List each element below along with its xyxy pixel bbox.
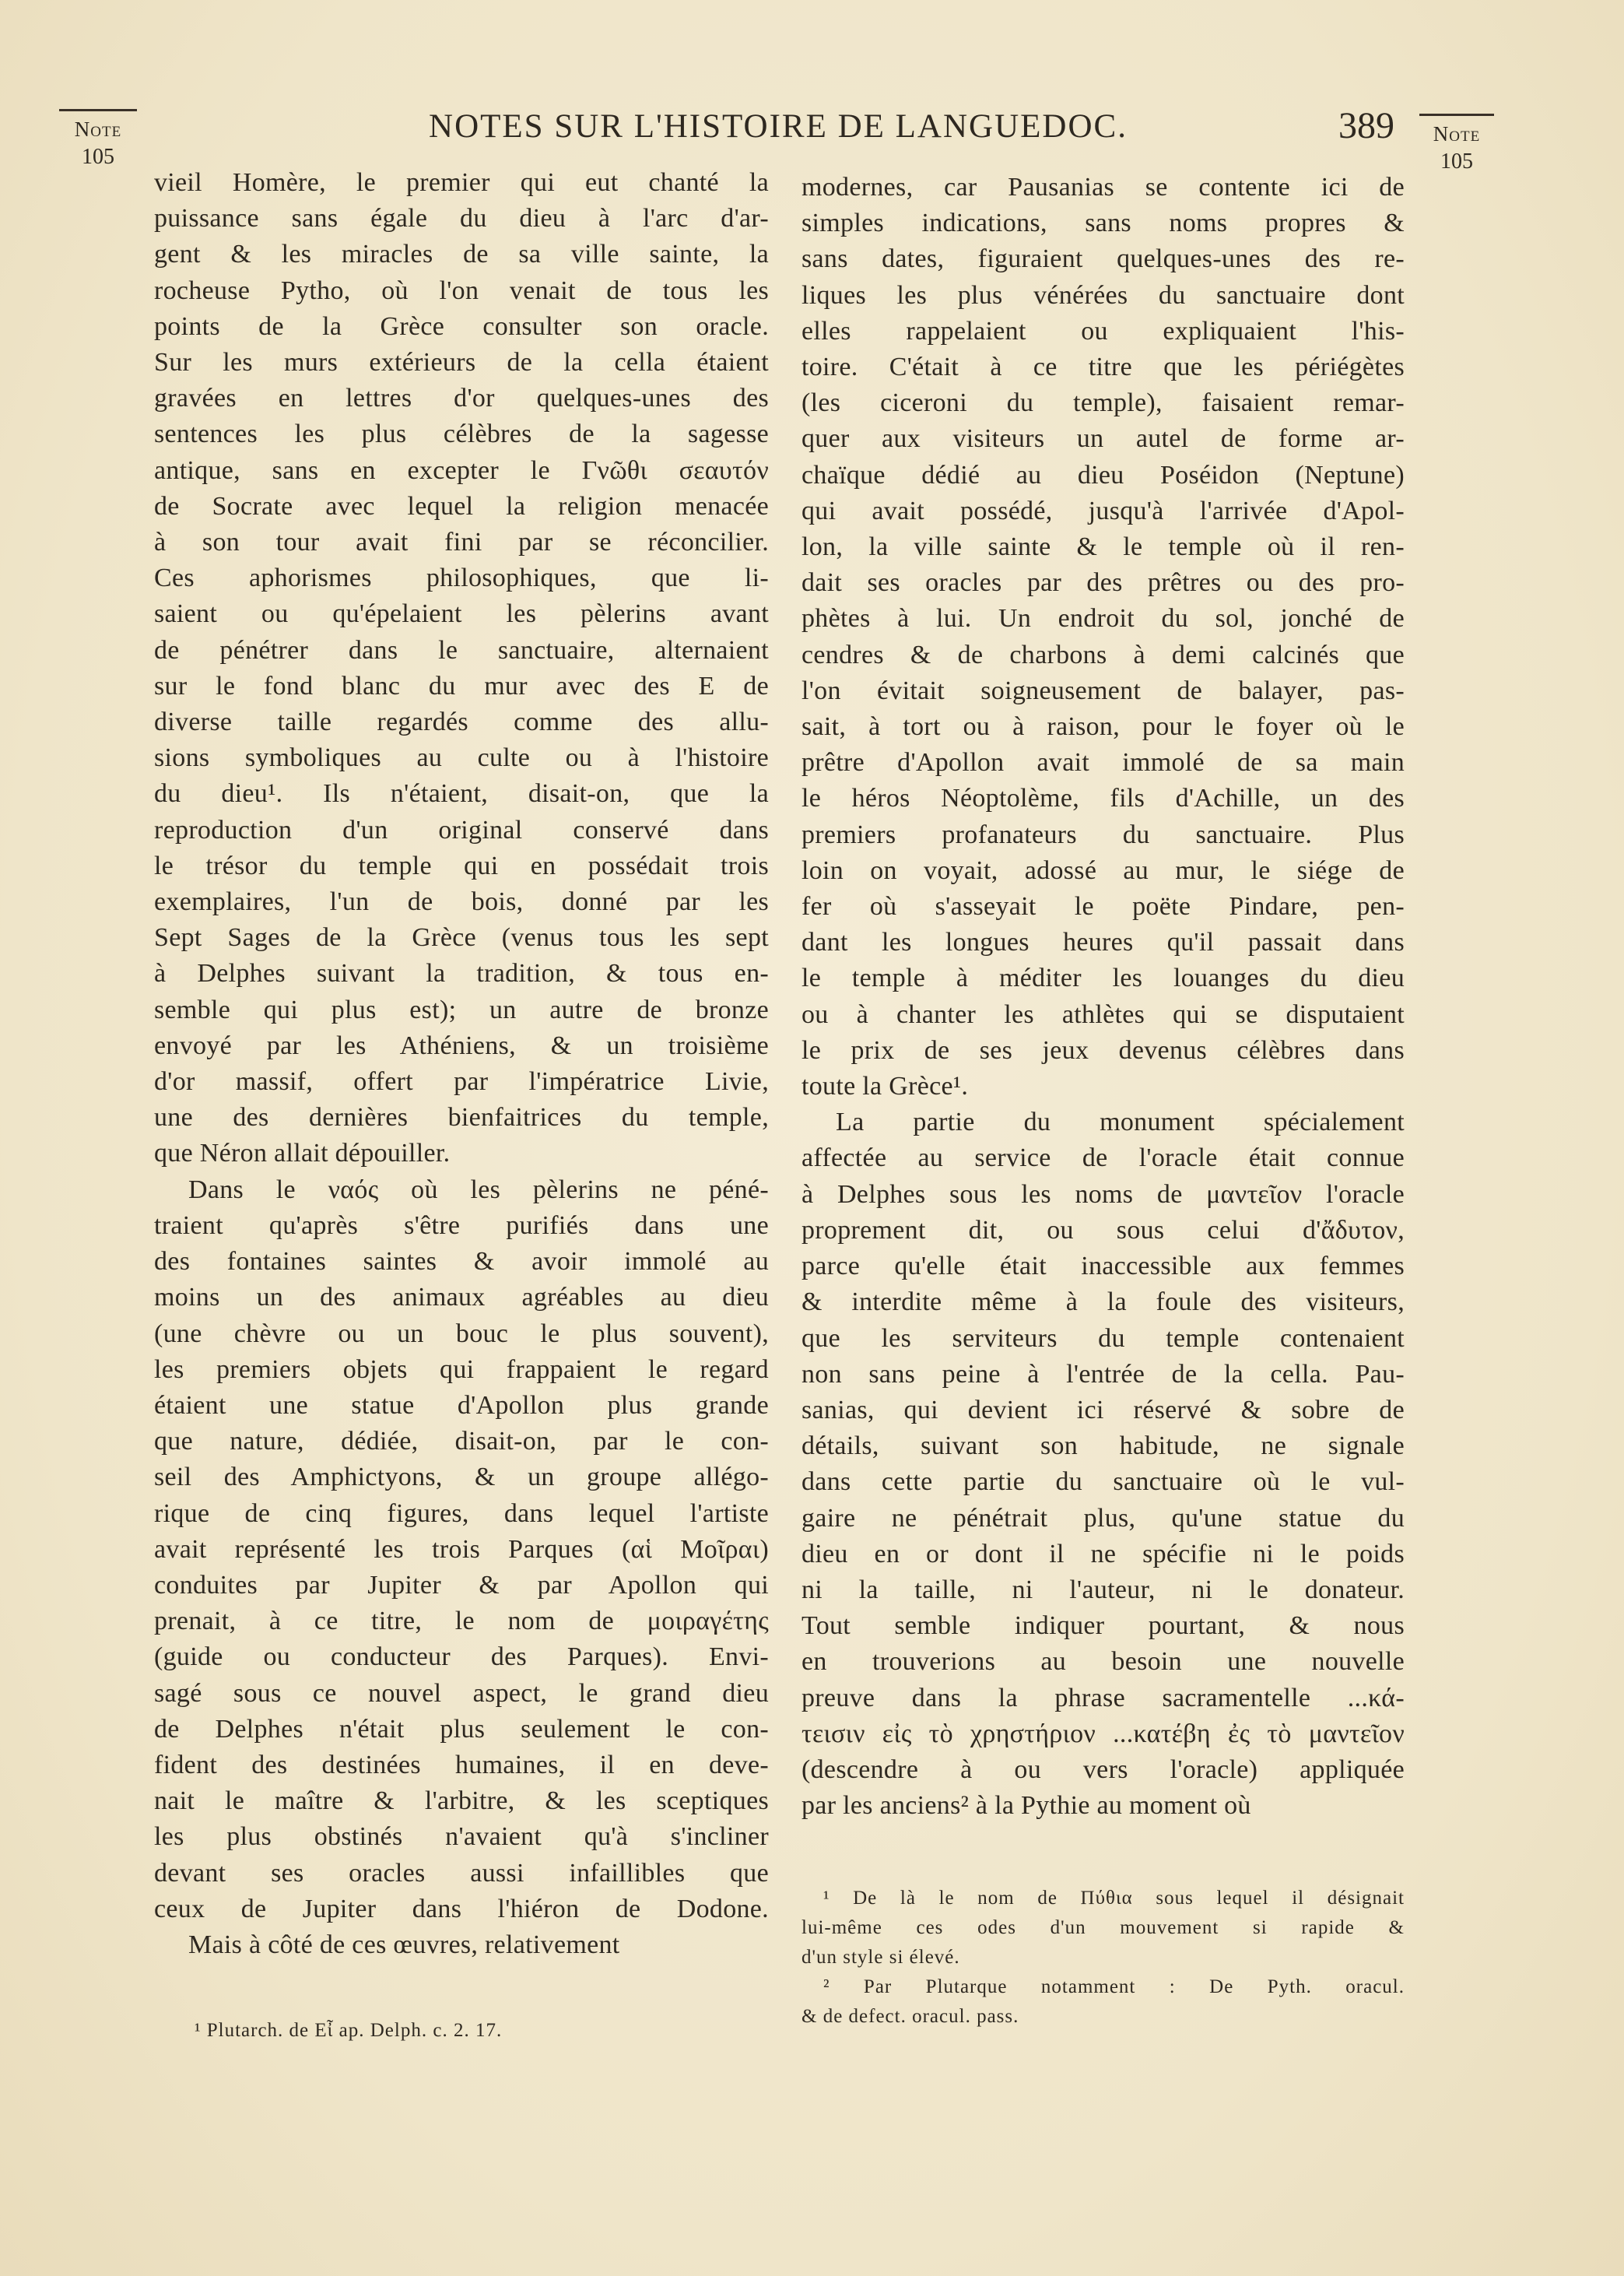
footnote-right-1-line2: lui-même ces odes d'un mouvement si rapide &: [801, 1917, 1405, 1938]
text-line: que les serviteurs du temple contenaient: [801, 1323, 1405, 1353]
footnote-right-2-line1: ² Par Plutarque notamment : De Pyth. oracul.: [823, 1976, 1405, 1997]
text-line: fident des destinées humaines, il en deve-: [154, 1750, 769, 1779]
text-line: Tout semble indiquer pourtant, & nous: [801, 1611, 1405, 1641]
text-line: Dans le ναός où les pèlerins ne péné-: [188, 1175, 769, 1204]
margin-note-left: [59, 109, 137, 170]
text-line: saient ou qu'épelaient les pèlerins avant: [154, 599, 769, 629]
text-line: des fontaines saintes & avoir immolé au: [154, 1247, 769, 1277]
text-line: les plus obstinés n'avaient qu'à s'incliner: [154, 1822, 769, 1852]
text-line: une des dernières bienfaitrices du temple,: [154, 1103, 769, 1133]
text-line: vieil Homère, le premier qui eut chanté la: [154, 168, 769, 197]
text-line: parce qu'elle était inaccessible aux femmes: [801, 1252, 1405, 1281]
text-line: gravées en lettres d'or quelques-unes des: [154, 384, 769, 413]
text-line: qui avait possédé, jusqu'à l'arrivée d'Apol-: [801, 496, 1405, 525]
margin-rule-left: [59, 109, 137, 111]
text-line: (une chèvre ou un bouc le plus souvent),: [154, 1319, 769, 1348]
text-line: (les ciceroni du temple), faisaient remar-: [801, 388, 1405, 418]
text-line: elles rappelaient ou expliquaient l'his-: [801, 316, 1405, 346]
text-line: à Delphes sous les noms de μαντεῖον l'oracle: [801, 1179, 1405, 1209]
text-line: τεισιν εἰς τὸ χρηστήριον ...κατέβη ἐς τὸ μαντεῖον: [801, 1719, 1405, 1748]
text-line: sions symboliques au culte ou à l'histoire: [154, 743, 769, 773]
text-line: antique, sans en excepter le Γνῶθι σεαυτόν: [154, 455, 769, 485]
text-line: nait le maître & l'arbitre, & les sceptiques: [154, 1786, 769, 1816]
text-line: prêtre d'Apollon avait immolé de sa main: [801, 748, 1405, 778]
text-line: simples indications, sans noms propres &: [801, 209, 1405, 238]
text-line: envoyé par les Athéniens, & un troisième: [154, 1031, 769, 1060]
text-line: preuve dans la phrase sacramentelle ...κά-: [801, 1683, 1405, 1712]
footnote-right-2-line2: & de defect. oracul. pass.: [801, 2006, 1019, 2027]
text-line: rique de cinq figures, dans lequel l'artiste: [154, 1498, 769, 1528]
text-line: ceux de Jupiter dans l'hiéron de Dodone.: [154, 1894, 769, 1923]
text-line: à son tour avait fini par se réconcilier.: [154, 528, 769, 557]
footnote-left-1: ¹ Plutarch. de Εἶ ap. Delph. c. 2. 17.: [195, 2020, 503, 2041]
text-line: toire. C'était à ce titre que les périégètes: [801, 353, 1405, 382]
margin-note-right-number: 105: [1440, 149, 1473, 174]
text-line: gent & les miracles de sa ville sainte, la: [154, 240, 769, 269]
text-line: seil des Amphictyons, & un groupe allégo-: [154, 1463, 769, 1492]
right-text-column: [801, 170, 1405, 1824]
text-line: que Néron allait dépouiller.: [154, 1139, 451, 1168]
text-line: fer où s'asseyait le poëte Pindare, pen-: [801, 892, 1405, 922]
text-line: points de la Grèce consulter son oracle.: [154, 311, 769, 341]
footnote-right-1-line3: d'un style si élevé.: [801, 1947, 960, 1968]
text-line: l'on évitait soigneusement de balayer, pas-: [801, 676, 1405, 705]
text-line: le temple à méditer les louanges du dieu: [801, 964, 1405, 993]
page-number: 389: [1338, 105, 1394, 146]
text-line: dait ses oracles par des prêtres ou des pro-: [801, 568, 1405, 598]
text-line: rocheuse Pytho, où l'on venait de tous les: [154, 276, 769, 305]
text-line: premiers profanateurs du sanctuaire. Plus: [801, 820, 1405, 849]
text-line: le héros Néoptolème, fils d'Achille, un des: [801, 784, 1405, 813]
footnotes-left: [195, 2016, 739, 2046]
margin-note-left-number: 105: [82, 145, 114, 169]
text-line: de Delphes n'était plus seulement le con-: [154, 1714, 769, 1744]
text-line: gaire ne pénétrait plus, qu'une statue du: [801, 1503, 1405, 1533]
text-line: détails, suivant son habitude, ne signale: [801, 1431, 1405, 1461]
text-line: dant les longues heures qu'il passait dans: [801, 928, 1405, 957]
text-line: les premiers objets qui frappaient le regard: [154, 1354, 769, 1384]
text-line: de Socrate avec lequel la religion menacée: [154, 491, 769, 521]
text-line: phètes à lui. Un endroit du sol, jonché de: [801, 604, 1405, 634]
text-line: ni la taille, ni l'auteur, ni le donateur.: [801, 1575, 1405, 1604]
text-line: toute la Grèce¹.: [801, 1072, 969, 1101]
text-line: par les anciens² à la Pythie au moment où: [801, 1791, 1251, 1821]
text-line: d'or massif, offert par l'impératrice Livie,: [154, 1067, 769, 1097]
text-line: exemplaires, l'un de bois, donné par les: [154, 887, 769, 917]
left-text-column: [154, 165, 769, 1963]
text-line: reproduction d'un original conservé dans: [154, 815, 769, 845]
text-line: Ces aphorismes philosophiques, que li-: [154, 564, 769, 593]
text-line: de pénétrer dans le sanctuaire, alternaient: [154, 635, 769, 665]
margin-note-left-label: Note: [74, 118, 122, 141]
text-line: sait, à tort ou à raison, pour le foyer où le: [801, 712, 1405, 742]
text-line: affectée au service de l'oracle était connue: [801, 1143, 1405, 1173]
text-line: conduites par Jupiter & par Apollon qui: [154, 1570, 769, 1600]
text-line: moins un des animaux agréables au dieu: [154, 1283, 769, 1312]
text-line: puissance sans égale du dieu à l'arc d'ar-: [154, 204, 769, 234]
text-line: (guide ou conducteur des Parques). Envi-: [154, 1642, 769, 1672]
text-line: loin on voyait, adossé au mur, le siége de: [801, 855, 1405, 885]
text-line: sentences les plus célèbres de la sagesse: [154, 420, 769, 449]
text-line: quer aux visiteurs un autel de forme ar-: [801, 424, 1405, 454]
footnote-right-1-line1: ¹ De là le nom de Πύθια sous lequel il désignait: [823, 1888, 1405, 1909]
text-line: sagé sous ce nouvel aspect, le grand dieu: [154, 1678, 769, 1708]
text-line: cendres & de charbons à demi calcinés que: [801, 640, 1405, 669]
text-line: à Delphes suivant la tradition, & tous en-: [154, 959, 769, 989]
text-line: avait représenté les trois Parques (αἱ Μοῖραι): [154, 1534, 769, 1564]
margin-note-right: [1419, 114, 1494, 174]
text-line: prenait, à ce titre, le nom de μοιραγέτης: [154, 1607, 769, 1636]
text-line: dans cette partie du sanctuaire où le vul-: [801, 1467, 1405, 1497]
text-line: sans dates, figuraient quelques-unes des re-: [801, 244, 1405, 274]
text-line: sur le fond blanc du mur avec des E de: [154, 671, 769, 701]
text-line: (descendre à ou vers l'oracle) appliquée: [801, 1754, 1405, 1784]
text-line: en trouverions au besoin une nouvelle: [801, 1647, 1405, 1677]
text-line: Sur les murs extérieurs de la cella étaient: [154, 348, 769, 378]
margin-note-right-label: Note: [1433, 122, 1481, 146]
text-line: dieu en or dont il ne spécifie ni le poids: [801, 1539, 1405, 1568]
text-line: chaïque dédié au dieu Poséidon (Neptune): [801, 460, 1405, 490]
text-line: lon, la ville sainte & le temple où il ren-: [801, 532, 1405, 562]
text-line: semble qui plus est); un autre de bronze: [154, 995, 769, 1024]
text-line: La partie du monument spécialement: [836, 1108, 1405, 1137]
text-line: diverse taille regardés comme des allu-: [154, 708, 769, 737]
running-title: NOTES SUR L'HISTOIRE DE LANGUEDOC.: [429, 108, 1128, 145]
text-line: que nature, dédiée, disait-on, par le con-: [154, 1427, 769, 1456]
text-line: liques les plus vénérées du sanctuaire dont: [801, 280, 1405, 310]
text-line: du dieu¹. Ils n'étaient, disait-on, que la: [154, 779, 769, 809]
text-line: ou à chanter les athlètes qui se disputaient: [801, 999, 1405, 1029]
text-line: le trésor du temple qui en possédait trois: [154, 851, 769, 880]
footnotes-right: [801, 1884, 1405, 2032]
text-line: le prix de ses jeux devenus célèbres dans: [801, 1035, 1405, 1065]
text-line: proprement dit, ou sous celui d'ἄδυτον,: [801, 1215, 1405, 1245]
text-line: devant ses oracles aussi infaillibles que: [154, 1858, 769, 1888]
text-line: & interdite même à la foule des visiteurs,: [801, 1287, 1405, 1317]
margin-rule-right: [1419, 114, 1494, 116]
text-line: traient qu'après s'être purifiés dans une: [154, 1210, 769, 1240]
text-line: Sept Sages de la Grèce (venus tous les sept: [154, 923, 769, 953]
text-line: sanias, qui devient ici réservé & sobre de: [801, 1395, 1405, 1424]
text-line: étaient une statue d'Apollon plus grande: [154, 1390, 769, 1420]
text-line: modernes, car Pausanias se contente ici de: [801, 173, 1405, 202]
text-line: Mais à côté de ces œuvres, relativement: [188, 1930, 620, 1959]
text-line: non sans peine à l'entrée de la cella. Pau-: [801, 1359, 1405, 1389]
